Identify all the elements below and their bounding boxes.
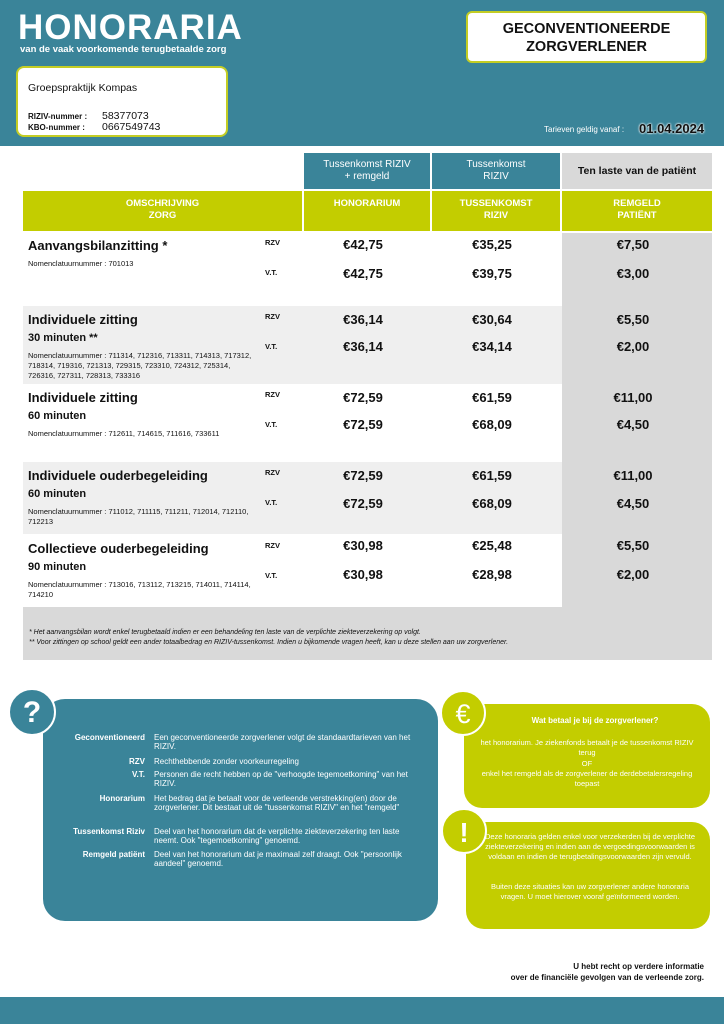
row-nomenclature: Nomenclatuurnummer : 712611, 714615, 711616, 733611 xyxy=(28,429,220,438)
tussenkomst-rzv: €35,25 xyxy=(472,237,512,252)
row-title: Aanvangsbilanzitting * xyxy=(28,238,168,253)
row-tag-rzv: RZV xyxy=(265,468,280,477)
pay-info-line-3: enkel het remgeld als de zorgverlener de derdebetalersregeling toepast xyxy=(481,769,693,788)
row-subtitle: 90 minuten xyxy=(28,561,87,573)
brand-title: HONORARIA xyxy=(18,8,243,47)
kbo-label: KBO-nummer : xyxy=(28,123,85,132)
honorarium-rzv: €30,98 xyxy=(343,538,383,553)
glossary-term: Geconventioneerd xyxy=(74,733,145,742)
glossary-term: Honorarium xyxy=(99,794,145,803)
remgeld-vt: €3,00 xyxy=(616,266,650,281)
group-header-riziv: Tussenkomst RIZIV xyxy=(432,153,560,189)
provider-card xyxy=(16,66,228,137)
glossary-def: Personen die recht hebben op de "verhoogde tegemoetkoming" van het RIZIV. xyxy=(154,770,408,788)
row-nomenclature: Nomenclatuurnummer : 701013 xyxy=(28,259,134,268)
col-header-tussenkomst: TUSSENKOMST RIZIV xyxy=(432,191,560,231)
notice-text-2: Buiten deze situaties kan uw zorgverlener andere honoraria vragen. U moet hierover vooraf geïnformeerd worden. xyxy=(490,882,690,901)
convention-badge xyxy=(466,11,707,63)
remgeld-rzv: €5,50 xyxy=(616,312,650,327)
valid-from-label: Tarieven geldig vanaf : xyxy=(544,125,625,134)
honorarium-rzv: €36,14 xyxy=(343,312,383,327)
tussenkomst-rzv: €30,64 xyxy=(472,312,512,327)
tussenkomst-vt: €28,98 xyxy=(472,567,512,582)
tussenkomst-rzv: €61,59 xyxy=(472,390,512,405)
tussenkomst-vt: €34,14 xyxy=(472,339,512,354)
row-tag-rzv: RZV xyxy=(265,541,280,550)
honorarium-vt: €36,14 xyxy=(343,339,383,354)
group-header-riziv-plus: Tussenkomst RIZIV + remgeld xyxy=(304,153,430,189)
row-title: Individuele zitting xyxy=(28,390,138,405)
honorarium-vt: €42,75 xyxy=(343,266,383,281)
provider-name: Groepspraktijk Kompas xyxy=(28,82,138,94)
row-tag-vt: V.T. xyxy=(265,342,278,351)
pay-info-line-1: het honorarium. Je ziekenfonds betaalt je de tussenkomst RIZIV terug xyxy=(480,738,694,757)
glossary-term: RZV xyxy=(129,757,145,766)
pay-info-or: OF xyxy=(581,759,593,768)
pay-info-title: Wat betaal je bij de zorgverlener? xyxy=(531,716,659,725)
glossary-term: Remgeld patiënt xyxy=(82,850,145,859)
brand-subtitle: van de vaak voorkomende terugbetaalde zorg xyxy=(20,44,227,55)
footnote-2: ** Voor zittingen op school geldt een ander totaalbedrag en RIZIV-tussenkomst. Indien u bijkomende vragen heeft, kan u deze stellen aan uw zorgverlener. xyxy=(29,639,509,646)
remgeld-rzv: €5,50 xyxy=(616,538,650,553)
glossary-term: Tussenkomst Riziv xyxy=(73,827,145,836)
remgeld-vt: €2,00 xyxy=(616,339,650,354)
remgeld-rzv: €11,00 xyxy=(613,390,653,405)
tussenkomst-vt: €39,75 xyxy=(472,266,512,281)
question-icon: ? xyxy=(8,688,56,736)
remgeld-rzv: €11,00 xyxy=(613,468,653,483)
honorarium-vt: €30,98 xyxy=(343,567,383,582)
row-tag-vt: V.T. xyxy=(265,571,278,580)
row-title: Individuele zitting xyxy=(28,312,138,327)
col-header-remgeld: REMGELD PATIËNT xyxy=(562,191,712,231)
tussenkomst-rzv: €61,59 xyxy=(472,468,512,483)
row-nomenclature: Nomenclatuurnummer : 711012, 711115, 711211, 712014, 712110, 712213 xyxy=(28,507,249,526)
badge-line-1: GECONVENTIONEERDE xyxy=(502,21,671,37)
row-title: Collectieve ouderbegeleiding xyxy=(28,541,209,556)
exclamation-icon: ! xyxy=(441,808,487,854)
glossary-def: Deel van het honorarium dat je maximaal zelf draagt. Ook "persoonlijk aandeel" genoemd. xyxy=(154,850,402,868)
footnote-1: * Het aanvangsbilan wordt enkel terugbetaald indien er een behandeling ten laste van de verplichte ziekteverzekering op volgt. xyxy=(29,629,421,636)
kbo-value: 0667549743 xyxy=(102,121,161,133)
remgeld-vt: €4,50 xyxy=(616,496,650,511)
notice-text-1: Deze honoraria gelden enkel voor verzekerden bij de verplichte ziekteverzekering en indien aan de vergoedingsvoorwaarden is voldaan en indien de terugbetalingsvoorwaarden zijn vervuld. xyxy=(484,832,696,861)
remgeld-vt: €2,00 xyxy=(616,567,650,582)
riziv-label: RIZIV-nummer : xyxy=(28,112,88,121)
honorarium-rzv: €72,59 xyxy=(343,390,383,405)
valid-from-date: 01.04.2024 xyxy=(639,121,705,136)
glossary-def: Rechthebbende zonder voorkeurregeling xyxy=(154,757,299,766)
row-title: Individuele ouderbegeleiding xyxy=(28,468,208,483)
row-nomenclature: Nomenclatuurnummer : 713016, 713112, 713215, 714011, 714114, 714210 xyxy=(28,580,251,599)
tussenkomst-vt: €68,09 xyxy=(472,496,512,511)
riziv-value: 58377073 xyxy=(102,110,149,122)
glossary-def: Deel van het honorarium dat de verplichte ziekteverzekering ten laste neemt. Ook "tegemoetkoming" genoemd. xyxy=(154,827,400,845)
col-header-description: OMSCHRIJVING ZORG xyxy=(23,191,302,231)
row-subtitle: 60 minuten xyxy=(28,488,87,500)
honorarium-rzv: €72,59 xyxy=(343,468,383,483)
row-tag-vt: V.T. xyxy=(265,420,278,429)
row-tag-vt: V.T. xyxy=(265,268,278,277)
footer-band xyxy=(0,997,724,1024)
group-header-patient: Ten laste van de patiënt xyxy=(562,153,712,189)
row-subtitle: 30 minuten ** xyxy=(28,332,98,344)
honorarium-vt: €72,59 xyxy=(343,496,383,511)
glossary-term: V.T. xyxy=(131,770,145,779)
rights-note: U hebt recht op verdere informatie over de financiële gevolgen van de verleende zorg. xyxy=(510,962,704,982)
row-nomenclature: Nomenclatuurnummer : 711314, 712316, 713311, 714313, 717312, 718314, 719316, 721313, 729315, 723310, 724312, 725314, 726316, 727311, 728313, 733316 xyxy=(28,351,252,380)
remgeld-rzv: €7,50 xyxy=(616,237,650,252)
glossary-def: Een geconventioneerde zorgverlener volgt de standaardtarieven van het RIZIV. xyxy=(154,733,411,751)
row-tag-rzv: RZV xyxy=(265,238,280,247)
honorarium-vt: €72,59 xyxy=(343,417,383,432)
glossary-def: Het bedrag dat je betaalt voor de verleende verstrekking(en) door de zorgverlener. Dit bestaat uit de "tussenkomst RIZIV" en het "remgeld" xyxy=(154,794,400,812)
row-tag-rzv: RZV xyxy=(265,312,280,321)
row-tag-rzv: RZV xyxy=(265,390,280,399)
col-header-honorarium: HONORARIUM xyxy=(304,191,430,231)
badge-line-2: ZORGVERLENER xyxy=(526,39,647,55)
row-subtitle: 60 minuten xyxy=(28,410,87,422)
tussenkomst-vt: €68,09 xyxy=(472,417,512,432)
footnotes xyxy=(23,607,712,660)
tussenkomst-rzv: €25,48 xyxy=(472,538,512,553)
row-tag-vt: V.T. xyxy=(265,498,278,507)
euro-icon: € xyxy=(440,690,486,736)
remgeld-vt: €4,50 xyxy=(616,417,650,432)
honorarium-rzv: €42,75 xyxy=(343,237,383,252)
